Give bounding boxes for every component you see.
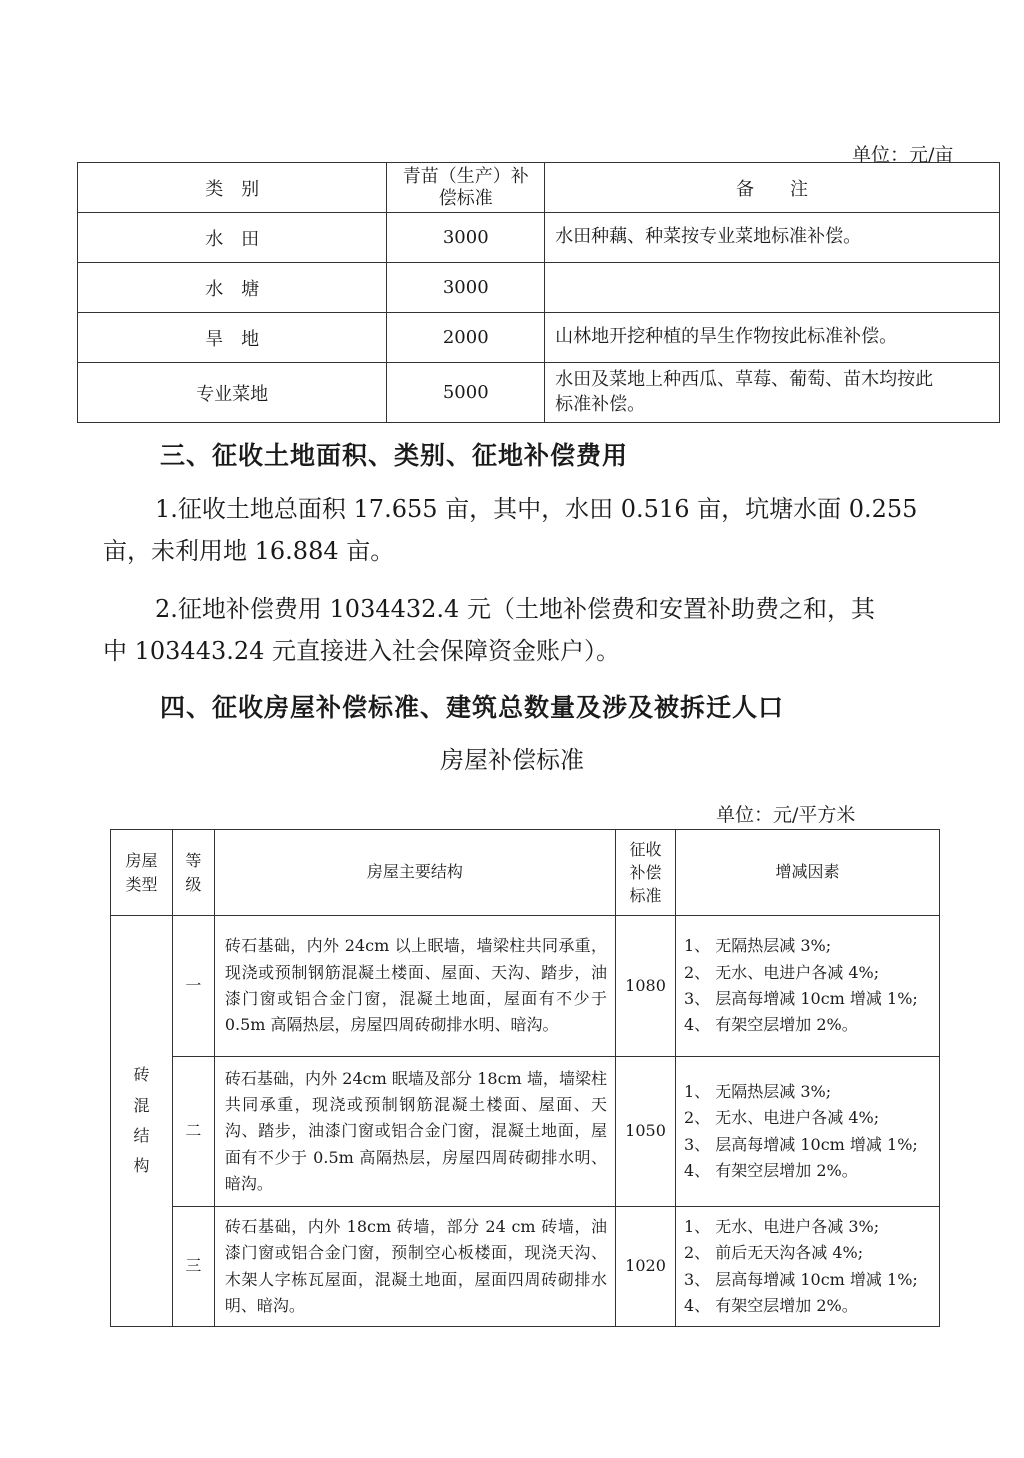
row-standard: 3000 (387, 213, 545, 263)
header-line: 补偿 (629, 862, 662, 882)
house-type-brick-concrete (111, 916, 173, 1327)
house-compensation-table (110, 829, 940, 1327)
row-factors (676, 916, 940, 1057)
section3-paragraph2 (103, 588, 953, 672)
section3-paragraph1 (103, 488, 953, 572)
header-line: 等 (185, 850, 202, 870)
header-line: 级 (185, 874, 202, 894)
row-structure: 砖石基础，内外 24cm 眠墙及部分 18cm 墙，墙梁柱共同承重，现浇或预制钢筋混凝土楼面、屋面、天沟、踏步，油漆门窗或铝合金门窗，混凝土地面，屋面有不少于 0.5m 高隔热层，房屋四周砖砌排水明、暗沟。 (214, 1057, 615, 1207)
row-factors (676, 1207, 940, 1327)
row-standard: 1020 (616, 1207, 676, 1327)
header-grade (172, 830, 214, 916)
type-char: 砖 (133, 1065, 150, 1085)
para2-line1: 2.征地补偿费用 1034432.4 元（土地补偿费和安置补助费之和，其 (155, 595, 875, 623)
factor-item: 4、 有架空层增加 2%。 (684, 1015, 858, 1035)
row-standard: 3000 (387, 263, 545, 313)
remark-line: 山林地开挖种植的旱生作物按此标准补偿。 (555, 326, 898, 348)
row-standard: 5000 (387, 363, 545, 423)
section4-heading: 四、征收房屋补偿标准、建筑总数量及涉及被拆迁人口 (160, 693, 785, 722)
header-line: 类型 (125, 874, 158, 894)
table-row (78, 363, 1000, 423)
header-line: 征收 (629, 839, 662, 859)
factor-item: 3、 层高每增减 10cm 增减 1%; (684, 989, 918, 1008)
row-structure: 砖石基础，内外 18cm 砖墙，部分 24 cm 砖墙，油漆门窗或铝合金门窗，预制空心板楼面，现浇天沟、木架人字栋瓦屋面，混凝土地面，屋面四周砖砌排水明、暗沟。 (214, 1207, 615, 1327)
factor-item: 3、 层高每增减 10cm 增减 1%; (684, 1134, 918, 1154)
table2-unit: 单位：元/平方米 (716, 804, 856, 826)
factor-item: 3、 层高每增减 10cm 增减 1%; (684, 1269, 918, 1289)
factor-item: 2、 无水、电进户各减 4%; (684, 1108, 880, 1128)
row-standard: 2000 (387, 313, 545, 363)
factor-item: 4、 有架空层增加 2%。 (684, 1160, 858, 1180)
factor-item: 4、 有架空层增加 2%。 (684, 1295, 858, 1315)
row-remark (545, 263, 1000, 313)
header-category: 类 别 (78, 163, 387, 213)
para1-line2: 亩，未利用地 16.884 亩。 (103, 537, 395, 565)
table2-caption: 房屋补偿标准 (440, 746, 584, 774)
remark-line: 标准补偿。 (555, 393, 646, 415)
row-structure: 砖石基础，内外 24cm 以上眠墙，墙梁柱共同承重，现浇或预制钢筋混凝土楼面、屋面、天沟、踏步，油漆门窗或铝合金门窗，混凝土地面，屋面有不少于 0.5m 高隔热层，房屋四周砖砌排水明、暗沟。 (214, 916, 615, 1057)
row-category: 旱 地 (78, 313, 387, 363)
table-row (111, 1057, 940, 1207)
factor-item: 2、 无水、电进户各减 4%; (684, 962, 880, 982)
type-char: 构 (133, 1156, 150, 1176)
type-char: 混 (133, 1095, 150, 1115)
header-standard (387, 163, 545, 213)
type-char: 结 (133, 1126, 150, 1145)
row-remark (545, 313, 1000, 363)
factor-item: 1、 无水、电进户各减 3%; (684, 1216, 880, 1236)
header-line: 房屋 (125, 850, 158, 870)
section3-heading: 三、征收土地面积、类别、征地补偿费用 (160, 441, 629, 470)
row-category: 水 田 (78, 213, 387, 263)
factor-item: 1、 无隔热层减 3%; (684, 936, 832, 956)
row-category: 专业菜地 (78, 363, 387, 423)
row-standard: 1080 (616, 916, 676, 1057)
para1-line1: 1.征收土地总面积 17.655 亩，其中，水田 0.516 亩，坑塘水面 0.255 (155, 495, 918, 523)
factor-item: 1、 无隔热层减 3%; (684, 1081, 832, 1101)
para2-line2: 中 103443.24 元直接进入社会保障资金账户）。 (103, 637, 621, 665)
header-standard-line2: 偿标准 (438, 187, 493, 209)
table-row (111, 916, 940, 1057)
remark-line: 水田及菜地上种西瓜、草莓、葡萄、苗木均按此 (555, 369, 934, 391)
row-category: 水 塘 (78, 263, 387, 313)
factor-item: 2、 前后无天沟各减 4%; (684, 1243, 864, 1263)
header-standard-line1: 青苗（生产）补 (402, 165, 529, 187)
header-standard (616, 830, 676, 916)
table-row (78, 313, 1000, 363)
table1-header-row (78, 163, 1000, 213)
table-row (78, 263, 1000, 313)
row-factors (676, 1057, 940, 1207)
row-grade: 一 (172, 916, 214, 1057)
header-factors: 增减因素 (676, 830, 940, 916)
row-standard: 1050 (616, 1057, 676, 1207)
remark-line: 水田种藕、种菜按专业菜地标准补偿。 (555, 226, 862, 248)
header-line: 标准 (629, 886, 662, 906)
table-row (78, 213, 1000, 263)
table1-unit: 单位：元/亩 (852, 144, 954, 166)
row-grade: 三 (172, 1207, 214, 1327)
table2-header-row (111, 830, 940, 916)
header-house-type (111, 830, 173, 916)
row-grade: 二 (172, 1057, 214, 1207)
header-remark: 备 注 (545, 163, 1000, 213)
seedling-compensation-table (77, 162, 1000, 423)
row-remark (545, 213, 1000, 263)
row-remark (545, 363, 1000, 423)
table-row (111, 1207, 940, 1327)
header-structure: 房屋主要结构 (214, 830, 615, 916)
